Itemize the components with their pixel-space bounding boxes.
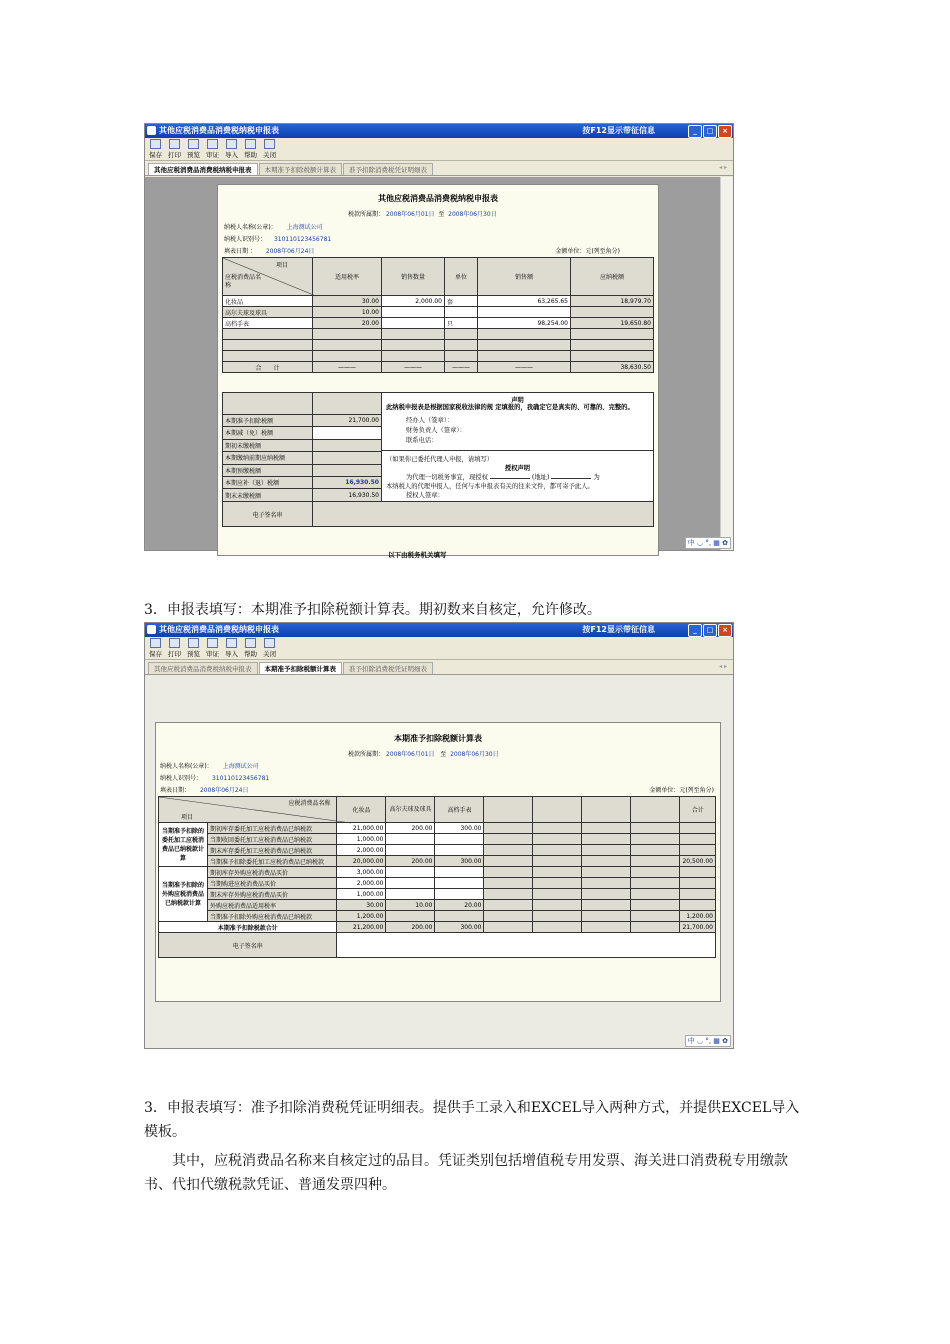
table-row: 当期准予扣除的外购应税消费品已纳税款计算 期初库存外购应税消费品买价 3,000.00 (159, 867, 716, 878)
col-sales: 销售额 (478, 258, 571, 296)
app-icon (147, 126, 156, 135)
summary-table (222, 392, 654, 527)
period-from[interactable]: 2008年06月01日 (385, 211, 435, 218)
close-window-button[interactable]: × (718, 624, 732, 637)
import-button[interactable]: 导入 (223, 637, 240, 659)
fill-date: 填表日期： 2008年06月24日 (160, 787, 249, 794)
table-row: 高档手表 20.00 只 98,254.00 19,650.80 (223, 318, 654, 329)
window-titlebar (145, 124, 733, 138)
ime-toolbar[interactable]: 中 ◡ °, ▦ ✿ (685, 1035, 731, 1047)
ime-toolbar[interactable]: 中 ◡ °, ▦ ✿ (685, 537, 731, 549)
table-row: 当期准予扣除的委托加工应税消费品已纳税款计算 期初库存委托加工应税消费品已纳税款 21,000.00 200.00 300.00 (159, 823, 716, 834)
save-button[interactable]: 保存 (147, 138, 164, 160)
goods-table (222, 257, 654, 373)
window-title: 其他应税消费品消费税纳税申报表 (159, 126, 279, 135)
tab-declaration[interactable]: 其他应税消费品消费税纳税申报表 (148, 163, 258, 175)
deduction-table: 应税消费品名称 项目 化妆品 高尔夫球及球具 高档手表 合计 当期准予扣除的委托加工应税消费品已纳税款计算 期初库存委托加工应税消费品已纳税款 21,000.00 200.00 300.00 当期收回委托加工应税消费品已纳税款 1,000.00 期末库存委托加工应税消费品已纳税款 2,000.00 当期准予扣除委托加工应税消费品已纳税款 20,000.00 200.00 300.00 20,500.00 当期准予扣除的外购应税消费品已纳税款计算 期初库存外购应税消费品买价 3,000.00 当期购进应税消费品买价 2,000.00 期末库存外购应税消费品买价 1,000.00 外购应税消费品适用税率 30.00 10.00 20.00 当期准予扣除外购应税消费品已纳税款 1,200.00 1,200.00 本期准予扣除税款合计 21,200.00 200.00 300.00 21,700.00 电子签名串 (158, 796, 716, 958)
tab-voucher-detail[interactable]: 准予扣除消费税凭证明细表 (343, 662, 433, 674)
table-row: 当期准予扣除委托加工应税消费品已纳税款 20,000.00 200.00 300.00 20,500.00 (159, 856, 716, 867)
print-icon (169, 638, 180, 648)
total-row: 本期准予扣除税款合计 21,200.00 200.00 300.00 21,700.00 (159, 922, 716, 933)
table-row: 当期准予扣除外购应税消费品已纳税款 1,200.00 1,200.00 (159, 911, 716, 922)
preview-icon (188, 139, 199, 149)
window-title: 其他应税消费品消费税纳税申报表 (159, 625, 279, 634)
print-button[interactable]: 打印 (166, 138, 183, 160)
maximize-button[interactable]: □ (703, 125, 717, 138)
tab-declaration[interactable]: 其他应税消费品消费税纳税申报表 (148, 662, 258, 674)
preview-icon (188, 638, 199, 648)
tab-scroll-arrows-icon[interactable]: ◂ ▸ (719, 164, 727, 171)
esign-field[interactable] (337, 933, 716, 958)
form-title: 其他应税消费品消费税纳税申报表 (378, 194, 498, 203)
table-row (223, 351, 654, 362)
maximize-button[interactable]: □ (703, 624, 717, 637)
close-icon (264, 139, 275, 149)
import-icon (226, 638, 237, 648)
unit-label: 金额单位：元(列至角分) (555, 248, 620, 255)
toolbar (145, 637, 733, 660)
table-row: 当期收回委托加工应税消费品已纳税款 1,000.00 (159, 834, 716, 845)
tab-deduction-calc[interactable]: 本期准予扣除税额计算表 (259, 662, 343, 674)
tab-scroll-arrows-icon[interactable]: ◂ ▸ (719, 663, 727, 670)
help-button[interactable]: 帮助 (242, 637, 259, 659)
close-button[interactable]: 关闭 (261, 637, 278, 659)
print-button[interactable]: 打印 (166, 637, 183, 659)
help-icon (245, 638, 256, 648)
taxpayer-id: 纳税人识别号： 310110123456781 (160, 775, 270, 782)
preview-button[interactable]: 预览 (185, 637, 202, 659)
col-tax-payable: 应纳税额 (571, 258, 654, 296)
print-icon (169, 139, 180, 149)
table-row: 本期减（免）税额 (223, 427, 654, 439)
f12-hint: 按F12显示带征信息 (582, 126, 655, 135)
paragraph-1: 3．申报表填写：本期准予扣除税额计算表。期初数来自核定，允许修改。 (144, 602, 601, 618)
form-title: 本期准予扣除税额计算表 (394, 734, 482, 743)
table-row: 高尔夫球及球具 10.00 (223, 307, 654, 318)
table-row: 期末库存委托加工应税消费品已纳税款 2,000.00 (159, 845, 716, 856)
table-row: 本期缴纳前期应纳税额 (223, 452, 654, 464)
import-icon (226, 139, 237, 149)
tab-bar (145, 161, 733, 176)
table-row: 当期购进应税消费品买价 2,000.00 (159, 878, 716, 889)
window-titlebar (145, 623, 733, 637)
total-row: 合 计 ——— ——— ——— ——— 38,630.50 (223, 362, 654, 373)
app-icon (147, 625, 156, 634)
tab-voucher-detail[interactable]: 准予扣除消费税凭证明细表 (343, 163, 433, 175)
taxpayer-name: 纳税人名称(公章)： 上海测试公司 (224, 224, 323, 231)
f12-hint: 按F12显示带征信息 (582, 625, 655, 634)
col-quantity: 销售数量 (382, 258, 445, 296)
vertical-scrollbar[interactable] (720, 177, 733, 550)
table-row: 本期准予扣除税额 21,700.00 (223, 414, 654, 426)
unit-label: 金额单位：元(列至角分) (649, 787, 714, 794)
deduction-sheet (155, 722, 721, 1002)
table-row: 外购应税消费品适用税率 30.00 10.00 20.00 (159, 900, 716, 911)
save-icon (150, 638, 161, 648)
period-to[interactable]: 2008年06月30日 (448, 211, 497, 218)
bottom-cut-text: 以下由税务机关填写 (388, 551, 447, 559)
period-from[interactable]: 2008年06月01日 (385, 751, 435, 758)
help-icon (245, 139, 256, 149)
period-to[interactable]: 2008年06月30日 (450, 751, 499, 758)
minimize-button[interactable]: _ (688, 125, 702, 138)
save-icon (150, 139, 161, 149)
toolbar (145, 138, 733, 161)
save-button[interactable]: 保存 (147, 637, 164, 659)
screenshot-deduction-calc (144, 622, 734, 1049)
close-window-button[interactable]: × (718, 125, 732, 138)
table-row: 期末库存外购应税消费品买价 1,000.00 (159, 889, 716, 900)
paragraph-3: 其中，应税消费品名称来自核定过的品目。凭证类别包括增值税专用发票、海关进口消费税专用缴款书、代扣代缴税款凭证、普通发票四种。 (144, 1153, 788, 1193)
header-item-name: 应税消费品名称 项目 (159, 797, 337, 823)
tab-deduction-calc[interactable]: 本期准予扣除税额计算表 (259, 163, 343, 175)
tab-bar (145, 660, 733, 675)
preview-button[interactable]: 预览 (185, 138, 202, 160)
form-area (145, 676, 733, 1048)
import-button[interactable]: 导入 (223, 138, 240, 160)
close-button[interactable]: 关闭 (261, 138, 278, 160)
declaration-box: 声明 此纳税申报表是根据国家税收法律的规 定填报的，我确定它是真实的、可靠的、完整的。 经办人（签章）： 财务负责人（签章）： 联系电话： （如果你已委托代理人申报，请填写） 授权声明 为代理一切税务事宜，现授权 (地址) 为 本纳税人的代理申报人，任何与本申报表有关的往来文件，都可寄予此人。 授权人签章： (382, 393, 654, 502)
esign-field[interactable] (313, 502, 654, 527)
table-row: 本期应补（退）税额 16,930.50 (223, 476, 654, 488)
table-row (223, 329, 654, 340)
group-label-purchased: 当期准予扣除的外购应税消费品已纳税款计算 (159, 867, 208, 922)
help-button[interactable]: 帮助 (242, 138, 259, 160)
minimize-button[interactable]: _ (688, 624, 702, 637)
table-row: 化妆品 30.00 2,000.00 套 63,265.65 18,979.70 (223, 296, 654, 307)
taxpayer-id: 纳税人识别号： 310110123456781 (224, 236, 332, 243)
audit-button[interactable]: 审证 (204, 138, 221, 160)
fill-date: 填表日期 ： 2008年06月24日 (224, 248, 315, 255)
table-row: 期初未缴税额 (223, 439, 654, 451)
table-row: 期末未缴税额 16,930.50 (223, 489, 654, 502)
group-label-consigned: 当期准予扣除的委托加工应税消费品已纳税款计算 (159, 823, 208, 867)
col-tax-rate: 适用税率 (313, 258, 382, 296)
table-row (223, 340, 654, 351)
esign-row: 电子签名串 (223, 502, 654, 527)
paragraph-2: 3．申报表填写：准予扣除消费税凭证明细表。提供手工录入和EXCEL导入两种方式，并提供EXCEL导入模板。 (144, 1100, 800, 1140)
tax-period: 税款所属期： 2008年06月01日 至 2008年06月30日 (348, 211, 497, 218)
header-item-name: 项目 应税消费品名称 (223, 258, 313, 296)
col-unit: 单位 (445, 258, 478, 296)
declaration-sheet (217, 184, 659, 559)
close-icon (264, 638, 275, 648)
audit-icon (207, 139, 218, 149)
table-row: 本期预缴税额 (223, 464, 654, 476)
form-area (145, 177, 733, 559)
tax-period: 税款所属期： 2008年06月01日 至 2008年06月30日 (348, 751, 499, 758)
screenshot-declaration-form (144, 123, 734, 559)
esign-row: 电子签名串 (159, 933, 716, 958)
taxpayer-name: 纳税人名称(公章)： 上海测试公司 (160, 763, 259, 770)
audit-icon (207, 638, 218, 648)
audit-button[interactable]: 审证 (204, 637, 221, 659)
